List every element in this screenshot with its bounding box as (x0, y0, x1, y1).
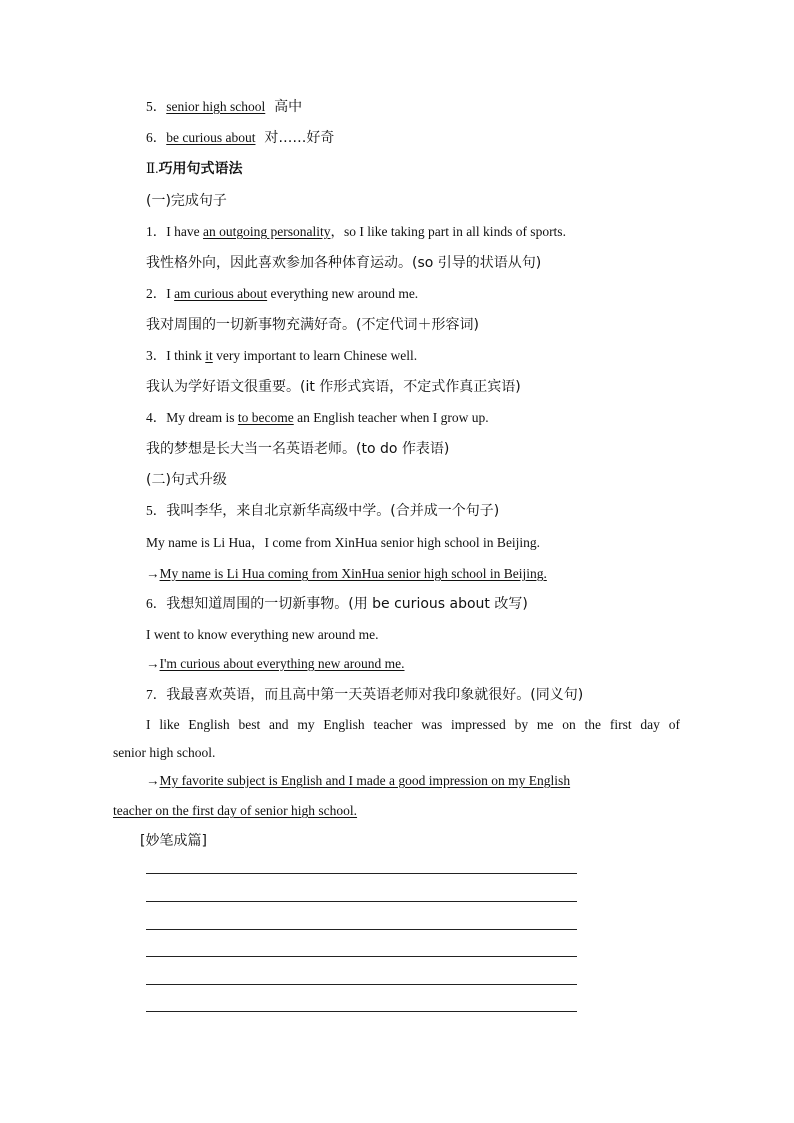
sentence-text: My dream is (166, 410, 238, 425)
subsection-complete-sentences: (一)完成句子 (146, 193, 227, 209)
item-number: 3． (146, 348, 167, 363)
sentence-text: I have (166, 224, 203, 239)
complete-sentence-1 (146, 223, 566, 241)
item-number: 2． (146, 286, 167, 301)
upgrade-5-original: My name is Li Hua，I come from XinHua senior high school in Beijing. (146, 535, 541, 550)
prompt-text: 我想知道周围的一切新事物。(用 be curious about 改写) (166, 596, 528, 612)
prompt-text: 我叫李华，来自北京新华高级中学。(合并成一个句子) (166, 503, 500, 519)
upgrade-7-original-line-2: senior high school. (113, 745, 216, 760)
upgrade-7-original-line-1: I like English best and my English teacher was impressed by me on the first day of (146, 717, 680, 732)
vocab-meaning: 高中 (274, 99, 303, 115)
item-number: 4． (146, 410, 167, 425)
complete-sentence-4-translation: 我的梦想是长大当一名英语老师。(to do 作表语) (146, 441, 450, 457)
writing-line (146, 929, 577, 930)
vocab-answer: senior high school (166, 99, 266, 114)
answer-text: an outgoing personality (202, 224, 331, 239)
answer-text: teacher on the first day of senior high school. (113, 803, 358, 818)
upgrade-6-original: I went to know everything new around me. (146, 627, 379, 642)
sentence-text: I (166, 286, 175, 301)
item-number: 6． (146, 130, 167, 145)
prompt-text: 我最喜欢英语，而且高中第一天英语老师对我印象就很好。(同义句) (166, 687, 584, 703)
section-heading (146, 160, 243, 178)
sentence-text: everything new around me. (267, 286, 419, 301)
item-number: 7． (146, 687, 167, 702)
subsection-sentence-upgrade: (二)句式升级 (146, 472, 227, 488)
vocab-answer: be curious about (166, 130, 256, 145)
answer-text: I'm curious about everything new around me. (159, 656, 405, 671)
upgrade-5-answer (146, 565, 547, 583)
complete-sentence-2 (146, 285, 418, 303)
answer-text: am curious about (174, 286, 268, 301)
writing-line (146, 956, 577, 957)
sentence-text: I think (166, 348, 206, 363)
complete-sentence-1-translation: 我性格外向，因此喜欢参加各种体育运动。(so 引导的状语从句) (146, 255, 542, 271)
sentence-text: ，so I like taking part in all kinds of sports. (330, 224, 566, 239)
answer-text: it (205, 348, 213, 363)
arrow-icon: → (146, 566, 160, 581)
upgrade-7-answer-line-2 (113, 802, 357, 820)
section-title: 巧用句式语法 (158, 161, 243, 177)
writing-section-label: [妙笔成篇] (140, 833, 207, 849)
complete-sentence-3 (146, 347, 417, 365)
upgrade-5-prompt (146, 502, 499, 520)
answer-text: to become (237, 410, 294, 425)
complete-sentence-3-translation: 我认为学好语文很重要。(it 作形式宾语，不定式作真正宾语) (146, 379, 521, 395)
writing-line (146, 984, 577, 985)
upgrade-7-answer-line-1 (146, 772, 680, 790)
complete-sentence-2-translation: 我对周围的一切新事物充满好奇。(不定代词＋形容词) (146, 317, 479, 333)
arrow-icon: → (146, 656, 160, 671)
writing-line (146, 1011, 577, 1012)
item-number: 6． (146, 596, 167, 611)
writing-line (146, 873, 577, 874)
arrow-icon: → (146, 773, 160, 788)
complete-sentence-4 (146, 409, 489, 427)
item-number: 5． (146, 99, 167, 114)
sentence-text: an English teacher when I grow up. (293, 410, 489, 425)
vocab-item-5 (146, 98, 302, 116)
upgrade-7-prompt (146, 686, 583, 704)
upgrade-6-prompt (146, 595, 528, 613)
sentence-text: very important to learn Chinese well. (212, 348, 418, 363)
item-number: 5． (146, 503, 167, 518)
upgrade-6-answer (146, 655, 405, 673)
writing-line (146, 901, 577, 902)
answer-text: My favorite subject is English and I made a good impression on my English (159, 773, 571, 788)
section-roman: Ⅱ. (146, 161, 159, 176)
vocab-item-6 (146, 129, 334, 147)
vocab-meaning: 对……好奇 (264, 130, 335, 146)
item-number: 1． (146, 224, 167, 239)
answer-text: My name is Li Hua coming from XinHua senior high school in Beijing. (159, 566, 547, 581)
